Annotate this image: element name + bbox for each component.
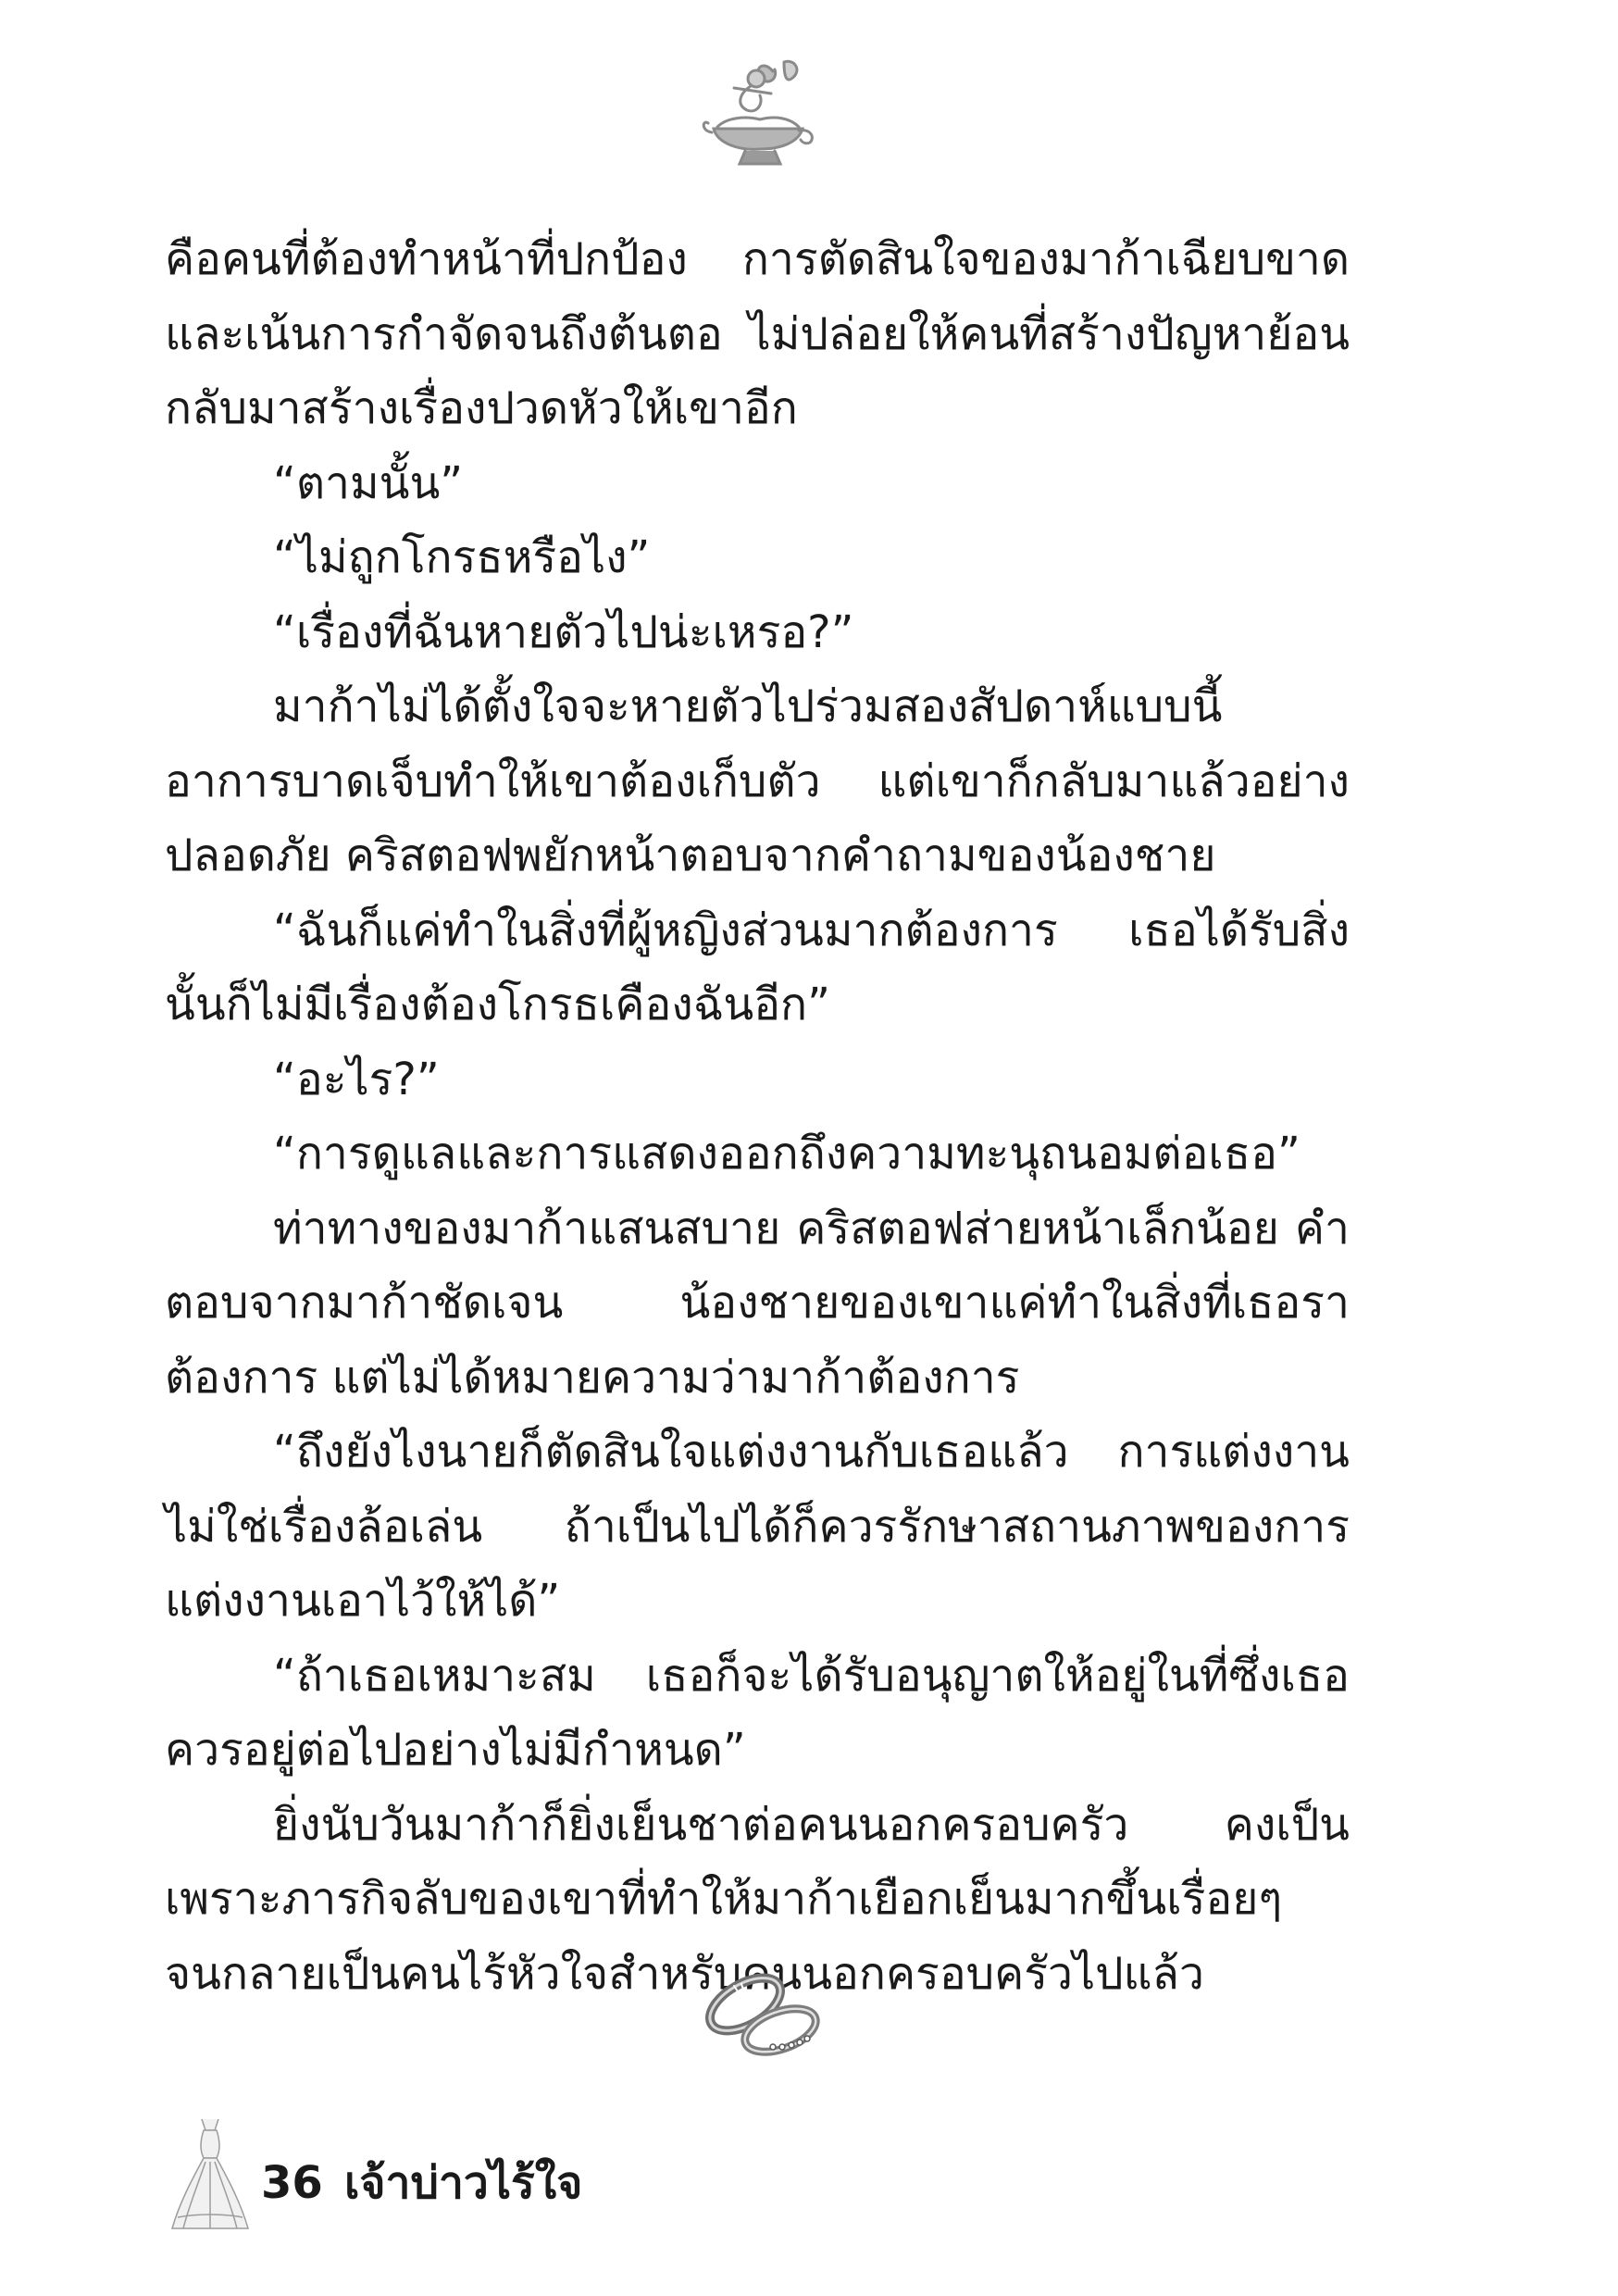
paragraph: “ฉันก็แค่ทำในสิ่งที่ผู้หญิงส่วนมากต้องการ เธอได้รับสิ่งนั้นก็ไม่มีเรื่องต้องโกรธเคืองฉันอีก” (165, 904, 1350, 1030)
paragraph: “การดูแลและการแสดงออกถึงความทะนุถนอมต่อเธอ” (273, 1128, 1301, 1179)
paragraph: คือคนที่ต้องทำหน้าที่ปกป้อง การตัดสินใจของมาก้าเฉียบขาดและเน้นการกำจัดจนถึงต้นตอ ไม่ปล่อยให้คนที่สร้างปัญหาย้อนกลับมาสร้างเรื่องปวดหัวให้เขาอีก (165, 233, 1350, 434)
paragraph: ยิ่งนับวันมาก้าก็ยิ่งเย็นชาต่อคนนอกครอบครัว คงเป็นเพราะภารกิจลับของเขาที่ทำให้มาก้าเยือกเย็นมากขึ้นเรื่อยๆ จนกลายเป็นคนไร้หัวใจสำหรับคนนอกครอบครัวไปแล้ว (165, 1798, 1350, 2000)
page-footer (168, 2114, 816, 2234)
page-number: 36 (261, 2157, 323, 2209)
paragraph: มาก้าไม่ได้ตั้งใจจะหายตัวไปร่วมสองสัปดาห์แบบนี้ อาการบาดเจ็บทำให้เขาต้องเก็บตัว แต่เขาก็กลับมาแล้วอย่างปลอดภัย คริสตอฟพยักหน้าตอบจากคำถามของน้องชาย (165, 680, 1350, 881)
cupid-lamp-ornament-icon (699, 51, 819, 171)
paragraph: “ไม่ถูกโกรธหรือไง” (273, 531, 651, 583)
paragraph: “ตามนั้น” (273, 456, 464, 509)
paragraph: “ถึงยังไงนายก็ตัดสินใจแต่งงานกับเธอแล้ว การแต่งงานไม่ใช่เรื่องล้อเล่น ถ้าเป็นไปได้ก็ควรรักษาสถานภาพของการแต่งงานเอาไว้ให้ได้” (165, 1426, 1350, 1627)
wedding-rings-icon (690, 1958, 838, 2078)
paragraph: “เรื่องที่ฉันหายตัวไปน่ะเหรอ?” (273, 605, 854, 658)
book-title: เจ้าบ่าวไร้ใจ (344, 2157, 583, 2209)
wedding-dress-icon (168, 2114, 252, 2234)
paragraph: ท่าทางของมาก้าแสนสบาย คริสตอฟส่ายหน้าเล็กน้อย คำตอบจากมาก้าชัดเจน น้องชายของเขาแค่ทำในสิ่งที่เธอราต้องการ แต่ไม่ได้หมายความว่ามาก้าต้องการ (165, 1202, 1350, 1404)
paragraph: “อะไร?” (273, 1053, 440, 1105)
paragraph: “ถ้าเธอเหมาะสม เธอก็จะได้รับอนุญาตให้อยู่ในที่ซึ่งเธอควรอยู่ต่อไปอย่างไม่มีกำหนด” (165, 1649, 1350, 1776)
body-text (165, 222, 1350, 2011)
